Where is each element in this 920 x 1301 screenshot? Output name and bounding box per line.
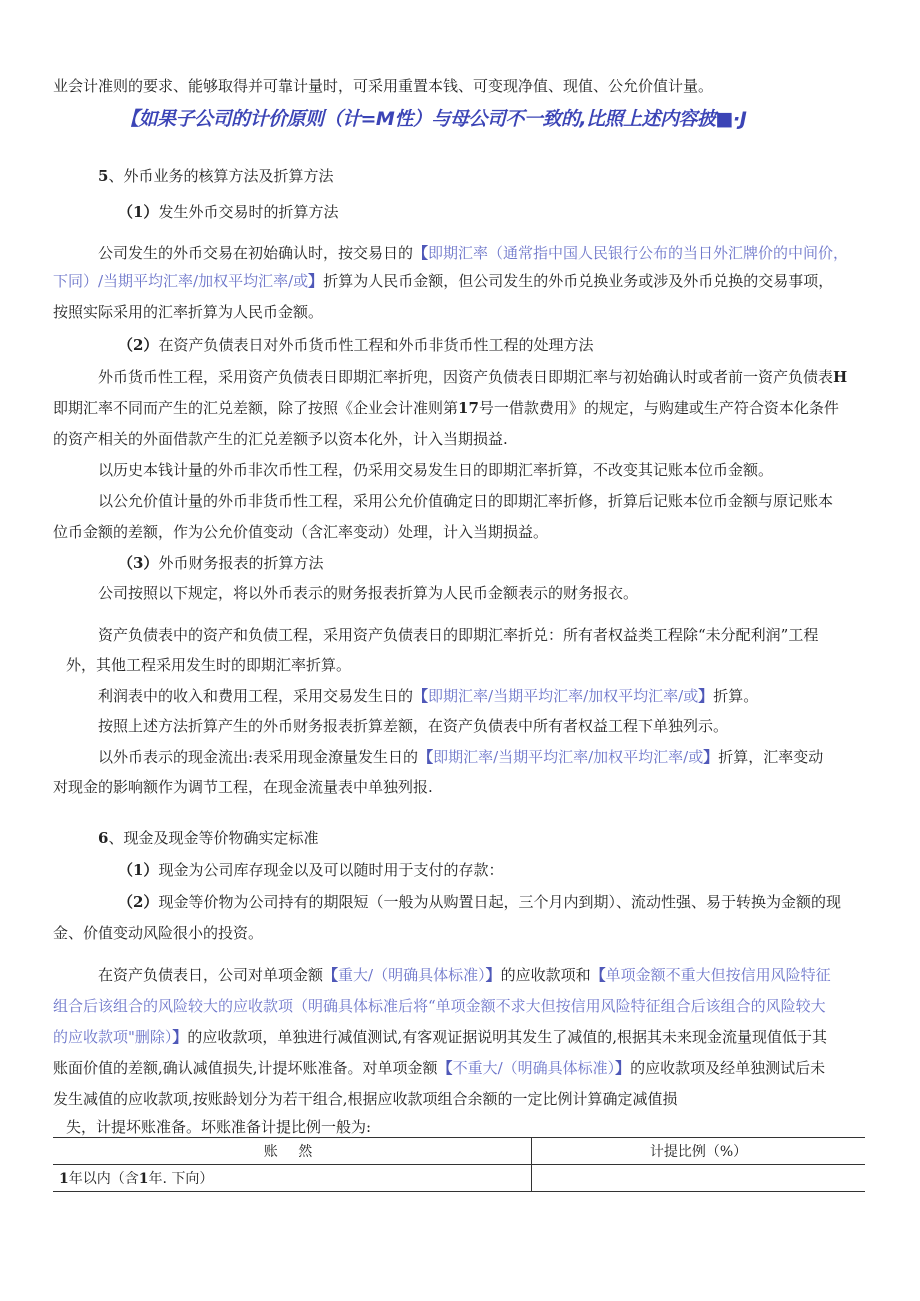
sub2-num: （2）	[118, 336, 159, 354]
p1-d: 折算为人民币金额，但公司发生的外币兑换业务或涉及外币兑换的交易事项，	[323, 272, 834, 290]
p2-line3: 的资产相关的外面借款产生的汇兑差额予以资本化外，计入当期损益.	[53, 430, 508, 448]
p6-line2: 外，其他工程采用发生时的即期汇率折算。	[66, 656, 352, 674]
p4-line2: 位币金额的差额，作为公允价值变动（含汇率变动）处理，计入当期损益。	[53, 523, 549, 541]
s6-item2-line1	[118, 892, 841, 912]
section6-num: 6	[98, 829, 109, 847]
col-pct-header: 计提比例（%）	[532, 1138, 866, 1165]
s6-item1-num: （1）	[118, 861, 159, 879]
p7-blue: 即期汇率/当期平均汇率/加权平均汇率/或	[428, 687, 699, 705]
s6-item1	[118, 860, 503, 880]
p1-c: 下同）/当期平均汇率/加权平均汇率/或	[53, 272, 309, 290]
s7-l3-a: 的应收款项"删除）	[53, 1028, 173, 1046]
s7-line1	[98, 965, 831, 985]
bracket: 】	[308, 272, 324, 290]
sub2-heading	[118, 335, 593, 355]
p2-line1	[98, 367, 847, 387]
s7-line2: 组合后该组合的风险较大的应收款项（明确具体标准后将“单项金额不求大但按信用风险特征组合后该组合的风险较大	[53, 997, 826, 1015]
sub1-num: （1）	[118, 203, 159, 221]
s7-line4	[53, 1058, 825, 1078]
s7-l1-d2: 单项金额不重大但按信用风险特征	[605, 966, 831, 984]
section5-heading	[98, 166, 333, 186]
p2-b3: 号一借款费用》的规定，与购建或生产符合资本化条件	[478, 399, 839, 417]
p9-c: 折算，汇率变动	[718, 748, 824, 766]
p5-line: 公司按照以下规定，将以外币表示的财务报表折算为人民币金额表示的财务报衣。	[98, 584, 639, 602]
p1-line3: 按照实际采用的汇率折算为人民币金额。	[53, 303, 324, 321]
s6-item1-text: 现金为公司库存现金以及可以随时用于支付的存款：	[158, 861, 504, 879]
bracket: 【	[413, 687, 429, 705]
p3-line: 以历史本钱计量的外币非次币性工程，仍采用交易发生日的即期汇率折算，不改变其记账本位币金额。	[98, 461, 774, 479]
p1-line2	[53, 271, 833, 291]
s7-l1-c: 的应收款项和	[500, 966, 591, 984]
age-tail: 年. 下向）	[148, 1171, 214, 1187]
section6-heading	[98, 828, 318, 848]
bracket: 】	[615, 1059, 631, 1077]
p7-line	[98, 686, 758, 706]
p1-a: 公司发生的外币交易在初始确认时，按交易日的	[98, 244, 414, 262]
sub2-text: 在资产负债表日对外币货币性工程和外币非货币性工程的处理方法	[158, 336, 594, 354]
bracket: 【	[323, 966, 339, 984]
section5-text: 、外币业务的核算方法及折算方法	[108, 167, 334, 185]
col-age-header: 账 然	[53, 1138, 532, 1165]
pct-cell	[532, 1165, 866, 1192]
sub3-heading	[118, 553, 323, 573]
sub3-num: （3）	[118, 554, 159, 572]
p1-blue: 即期汇率（通常指中国人民银行公布的当日外汇牌价的中间价，	[428, 244, 849, 262]
p1-line1	[98, 243, 848, 263]
p9-blue: 即期汇率/当期平均汇率/加权平均汇率/或	[433, 748, 704, 766]
sub1-text: 发生外币交易时的折算方法	[158, 203, 339, 221]
s7-line3	[53, 1027, 827, 1047]
p2-b1: 即期汇率不同而产生的汇兑差额，除了按照《企业会计准则第	[53, 399, 459, 417]
bracket: 】	[172, 1028, 188, 1046]
s6-item2-text-a: 现金等价物为公司持有的期限短（一般为从购置日起，三个月内到期）、流动性强、易于转换为金额的现	[158, 893, 841, 911]
bracket: 【	[437, 1059, 453, 1077]
bracket: 【	[590, 966, 606, 984]
age-text: 年以内（含	[68, 1171, 139, 1187]
p9-line1	[98, 747, 823, 767]
s6-item2-line2: 金、价值变动风险很小的投资。	[53, 924, 264, 942]
p8-line: 按照上述方法折算产生的外币财务报表折算差额，在资产负债表中所有者权益工程下单独列示。	[98, 717, 729, 735]
bracket: 【	[418, 748, 434, 766]
bracket: 【	[413, 244, 429, 262]
p7-c: 折算。	[713, 687, 759, 705]
p2-b2: 17	[458, 399, 479, 417]
table-row	[53, 1165, 865, 1192]
s6-item2-num: （2）	[118, 893, 159, 911]
bracket: 】	[485, 966, 501, 984]
p2-line2	[53, 398, 839, 418]
s7-l4-b2: 不重大/（明确具体标准）	[452, 1059, 616, 1077]
sub3-text: 外币财务报表的折算方法	[158, 554, 324, 572]
p9-a: 以外币表示的现金流出:表采用现金潦量发生日的	[98, 748, 419, 766]
bracket: 】	[698, 687, 714, 705]
bad-debt-table	[53, 1137, 865, 1192]
section5-num: 5	[98, 167, 109, 185]
s7-line6: 失，计提坏账准备。坏账准备计提比例一般为:	[66, 1118, 372, 1136]
p6-line1: 资产负债表中的资产和负债工程，采用资产负债表日的即期汇率折兑：所有者权益类工程除“未分配利润”工程	[98, 626, 819, 644]
p2-a2: H	[833, 368, 848, 386]
note-italic: 【如果子公司的计价原则（计=M性）与母公司不一致的,比照上述内容披■·J	[120, 108, 747, 130]
p9-line2: 对现金的影响额作为调节工程，在现金流量表中单独列报.	[53, 778, 433, 796]
sub1-heading	[118, 202, 338, 222]
s7-l4-a: 账面价值的差额,确认减值损失,计提坏账准备。对单项金额	[53, 1059, 438, 1077]
bracket: 】	[703, 748, 719, 766]
age-num2: 1	[138, 1171, 149, 1187]
age-num: 1	[59, 1171, 69, 1187]
p4-line1: 以公允价值计量的外币非货币性工程，采用公允价值确定日的即期汇率折修，折算后记账本位币金额与原记账本	[98, 492, 834, 510]
s7-l4-c: 的应收款项及经单独测试后未	[630, 1059, 826, 1077]
table-header-row	[53, 1138, 865, 1165]
p2-a: 外币货币性工程，采用资产负债表日即期汇率折兜，因资产负债表日即期汇率与初始确认时或者前一资产负债表	[98, 368, 834, 386]
s7-l1-b2: 重大/（明确具体标准）	[338, 966, 486, 984]
top-line: 业会计准则的要求、能够取得并可靠计量时，可采用重置本钱、可变现净值、现值、公允价值计量。	[53, 77, 714, 95]
p7-a: 利润表中的收入和费用工程，采用交易发生日的	[98, 687, 414, 705]
s7-l3-b: 的应收款项，单独进行减值测试,有客观证据说明其发生了减值的,根据其未来现金流量现值低于其	[187, 1028, 827, 1046]
section6-text: 、现金及现金等价物确实定标准	[108, 829, 319, 847]
s7-l1-a: 在资产负债表日，公司对单项金额	[98, 966, 324, 984]
s7-line5: 发生减值的应收款项,按账龄划分为若干组合,根据应收款项组合余额的一定比例计算确定减值损	[53, 1090, 678, 1108]
age-cell	[53, 1165, 532, 1192]
